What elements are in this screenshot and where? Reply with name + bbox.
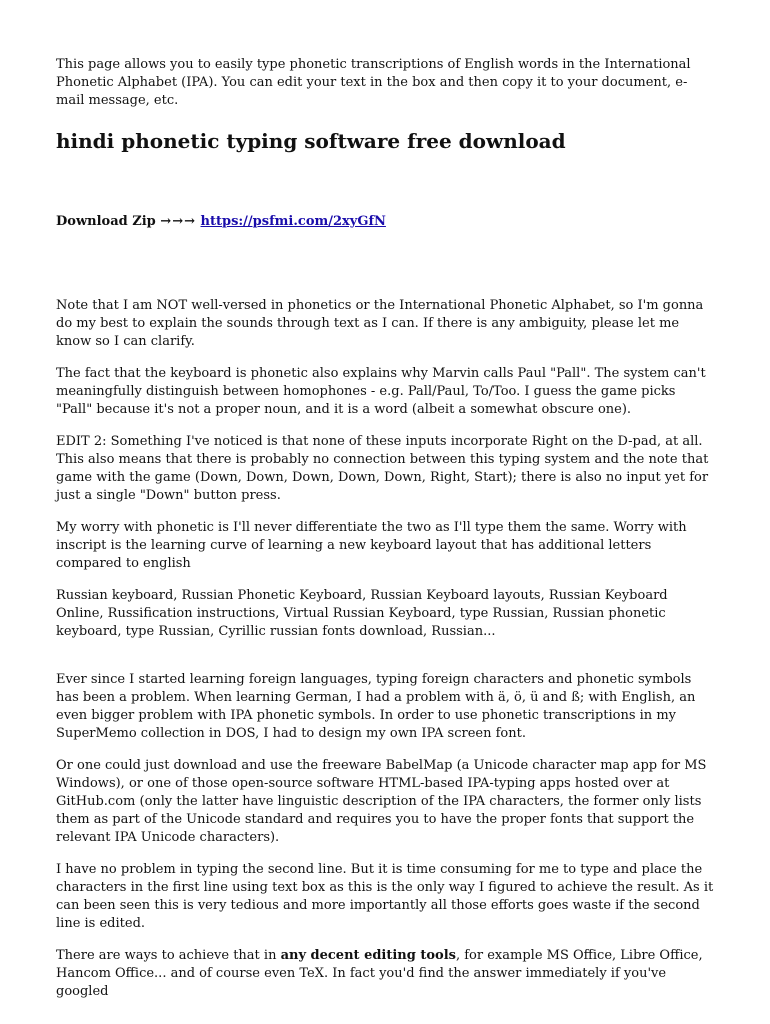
download-link[interactable]: https://psfmi.com/2xyGfN	[200, 214, 386, 229]
paragraph-7: Or one could just download and use the freeware BabelMap (a Unicode character map app for MS Windows), or one of those open-source software HTML-based IPA-typing apps hosted over at GitHub.com (only the latter have linguistic description of the IPA characters, the former only lists them as part of the Unicode standard and requires you to have the proper fonts that support the relevant IPA Unicode characters).	[56, 758, 707, 845]
paragraph-2: The fact that the keyboard is phonetic also explains why Marvin calls Paul "Pall". The system can't meaningfully distinguish between homophones - e.g. Pall/Paul, To/Too. I guess the game picks "Pall" because it's not a proper noun, and it is a word (albeit a somewhat obscure one).	[56, 366, 706, 417]
download-label: Download Zip	[56, 214, 156, 229]
paragraph-9	[56, 947, 714, 1001]
paragraph-3: EDIT 2: Something I've noticed is that none of these inputs incorporate Right on the D-pad, at all. This also means that there is probably no connection between this typing system and the note that game with the game (Down, Down, Down, Down, Down, Right, Start); there is also no input yet for just a single "Down" button press.	[56, 434, 709, 503]
paragraph-6: Ever since I started learning foreign languages, typing foreign characters and phonetic symbols has been a problem. When learning German, I had a problem with ä, ö, ü and ß; with English, an even bigger problem with IPA phonetic symbols. In order to use phonetic transcriptions in my SuperMemo collection in DOS, I had to design my own IPA screen font.	[56, 672, 696, 741]
page-title: hindi phonetic typing software free download	[56, 129, 566, 153]
paragraph-9-text-start: There are ways to achieve that in	[56, 948, 281, 963]
arrow-icon: →→→	[160, 214, 196, 229]
intro-paragraph: This page allows you to easily type phonetic transcriptions of English words in the International Phonetic Alphabet (IPA). You can edit your text in the box and then copy it to your document, e-mail message, etc.	[56, 57, 691, 108]
paragraph-1: Note that I am NOT well-versed in phonetics or the International Phonetic Alphabet, so I'm gonna do my best to explain the sounds through text as I can. If there is any ambiguity, please let me know so I can clarify.	[56, 298, 704, 349]
paragraph-4: My worry with phonetic is I'll never differentiate the two as I'll type them the same. Worry with inscript is the learning curve of learning a new keyboard layout that has additional letters compared to english	[56, 520, 687, 571]
paragraph-9-bold-text: any decent editing tools	[280, 948, 456, 963]
paragraph-9-text-end: , for example MS Office, Libre Office, Hancom Office... and of course even TeX. In fact you'd find the answer immediately if you've googled	[56, 948, 703, 999]
paragraph-5: Russian keyboard, Russian Phonetic Keyboard, Russian Keyboard layouts, Russian Keyboard Online, Russification instructions, Virtual Russian Keyboard, type Russian, Russian phonetic keyboard, type Russian, Cyrillic russian fonts download, Russian...	[56, 588, 668, 639]
download-line	[56, 213, 714, 231]
paragraph-8: I have no problem in typing the second line. But it is time consuming for me to type and place the characters in the first line using text box as this is the only way I figured to achieve the result. As it can been seen this is very tedious and more importantly all those efforts goes waste if the second line is edited.	[56, 862, 714, 931]
